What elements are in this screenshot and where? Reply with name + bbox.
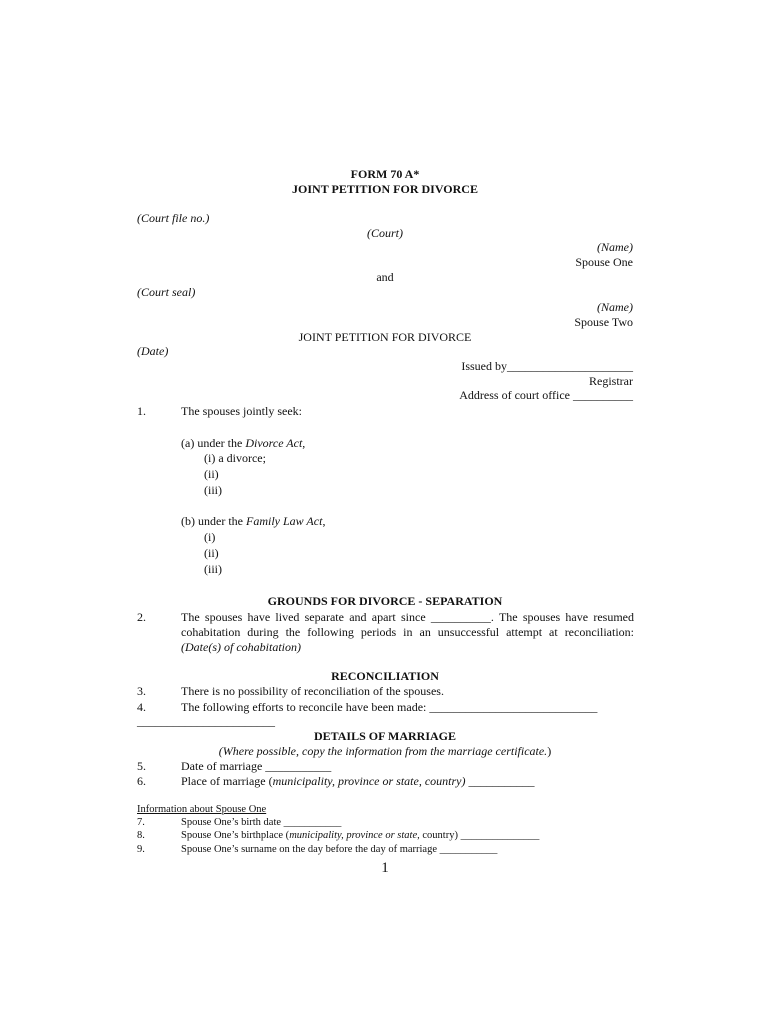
sub-item-a-iii: (iii): [204, 483, 222, 497]
blank-line: _______________________: [137, 714, 275, 728]
item-number: 8.: [137, 830, 145, 841]
item-text: Spouse One’s surname on the day before the day of marriage ___________: [181, 844, 498, 855]
court-seal: (Court seal): [137, 285, 196, 299]
registrar-label: Registrar: [589, 374, 633, 388]
item-number: 6.: [137, 774, 146, 788]
court-label: (Court): [367, 226, 403, 240]
marriage-heading: DETAILS OF MARRIAGE: [313, 729, 456, 743]
spouse-two-name: (Name): [597, 300, 633, 314]
item-number: 9.: [137, 844, 145, 855]
form-title: JOINT PETITION FOR DIVORCE: [292, 182, 478, 196]
item-text: Date of marriage ___________: [181, 759, 332, 773]
date-label: (Date): [137, 344, 169, 358]
sub-item-a: (a) under the Divorce Act,: [181, 436, 306, 450]
item-text: There is no possibility of reconciliation of the spouses.: [181, 684, 444, 698]
item-number: 1.: [137, 404, 146, 418]
item-number: 2.: [137, 610, 146, 624]
item-number: 5.: [137, 759, 146, 773]
sub-item-a-ii: (ii): [204, 467, 219, 481]
spouse-one-name: (Name): [597, 240, 633, 254]
issued-by: Issued by_____________________: [461, 359, 633, 373]
petition-title: JOINT PETITION FOR DIVORCE: [298, 330, 472, 344]
item-number: 7.: [137, 817, 145, 828]
item-number: 3.: [137, 684, 146, 698]
sub-item-b-i: (i): [204, 530, 216, 544]
sub-item-b-iii: (iii): [204, 562, 222, 576]
spouse-two-label: Spouse Two: [574, 315, 633, 329]
item-text: Spouse One’s birthplace (municipality, province or state, country) _______________: [181, 830, 540, 841]
item-text: Spouse One’s birth date ___________: [181, 817, 342, 828]
spouse-one-info-heading: Information about Spouse One: [137, 804, 267, 815]
item-text: The spouses jointly seek:: [181, 404, 302, 418]
and-label: and: [376, 270, 394, 284]
item-text: The following efforts to reconcile have been made: ____________________________: [181, 700, 598, 714]
spouse-one-label: Spouse One: [575, 255, 633, 269]
court-file-no: (Court file no.): [137, 211, 210, 225]
item-number: 4.: [137, 700, 146, 714]
page-number: 1: [381, 860, 389, 876]
item-text: Place of marriage (municipality, province or state, country) ___________: [181, 774, 535, 788]
sub-item-a-i: (i) a divorce;: [204, 451, 266, 465]
reconciliation-heading: RECONCILIATION: [331, 669, 439, 683]
grounds-heading: GROUNDS FOR DIVORCE - SEPARATION: [267, 594, 503, 608]
grounds-text: The spouses have lived separate and apart since __________. The spouses have resumed cohabitation during the following periods in an unsuccessful attempt at reconciliation: (Date(s) of cohabitation): [181, 610, 634, 654]
sub-item-b-ii: (ii): [204, 546, 219, 560]
sub-item-b: (b) under the Family Law Act,: [181, 514, 326, 528]
form-number: FORM 70 A*: [350, 167, 420, 181]
marriage-note: (Where possible, copy the information from the marriage certificate.): [218, 744, 552, 758]
court-office-address: Address of court office __________: [459, 388, 633, 402]
